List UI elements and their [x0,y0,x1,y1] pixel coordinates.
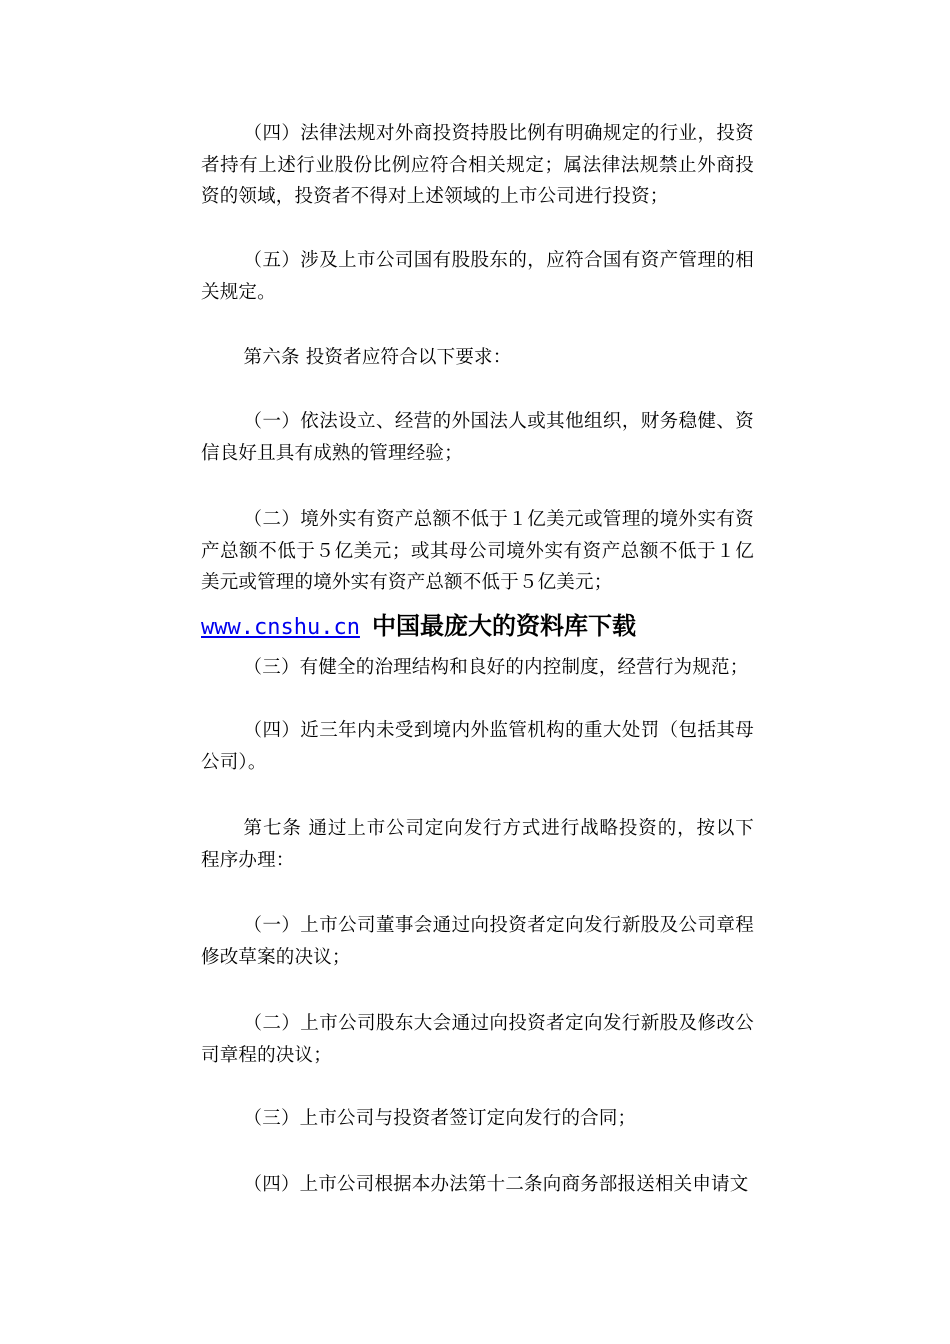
paragraph-article-6-item-3: （三）有健全的治理结构和良好的内控制度，经营行为规范； [243,657,749,678]
paragraph-article-7-heading: 第七条 通过上市公司定向发行方式进行战略投资的，按以下程序办理： [201,818,754,871]
paragraph-article-7-item-3: （三）上市公司与投资者签订定向发行的合同； [243,1108,637,1129]
site-banner [201,608,801,644]
site-link[interactable]: www.cnshu.cn [201,615,360,640]
paragraph-article-7-item-1: （一）上市公司董事会通过向投资者定向发行新股及公司章程修改草案的决议； [201,915,754,968]
paragraph-article-7-item-4: （四）上市公司根据本办法第十二条向商务部报送相关申请文 [243,1174,749,1195]
paragraph-article-6-heading: 第六条 投资者应符合以下要求： [243,347,512,368]
paragraph-article-6-item-4: （四）近三年内未受到境内外监管机构的重大处罚（包括其母公司）。 [201,720,754,773]
paragraph-article-7-item-2: （二）上市公司股东大会通过向投资者定向发行新股及修改公司章程的决议； [201,1013,754,1066]
paragraph-article-6-item-2: （二）境外实有资产总额不低于１亿美元或管理的境外实有资产总额不低于５亿美元；或其母公司境外实有资产总额不低于１亿美元或管理的境外实有资产总额不低于５亿美元； [201,509,754,593]
site-tagline: 中国最庞大的资料库下载 [371,612,636,640]
paragraph-article-6-item-1: （一）依法设立、经营的外国法人或其他组织，财务稳健、资信良好且具有成熟的管理经验； [201,411,754,464]
paragraph-clause-4-foreign-share-limits: （四）法律法规对外商投资持股比例有明确规定的行业，投资者持有上述行业股份比例应符合相关规定；属法律法规禁止外商投资的领域，投资者不得对上述领域的上市公司进行投资； [201,123,754,207]
paragraph-clause-5-state-shares: （五）涉及上市公司国有股股东的，应符合国有资产管理的相关规定。 [201,250,754,303]
